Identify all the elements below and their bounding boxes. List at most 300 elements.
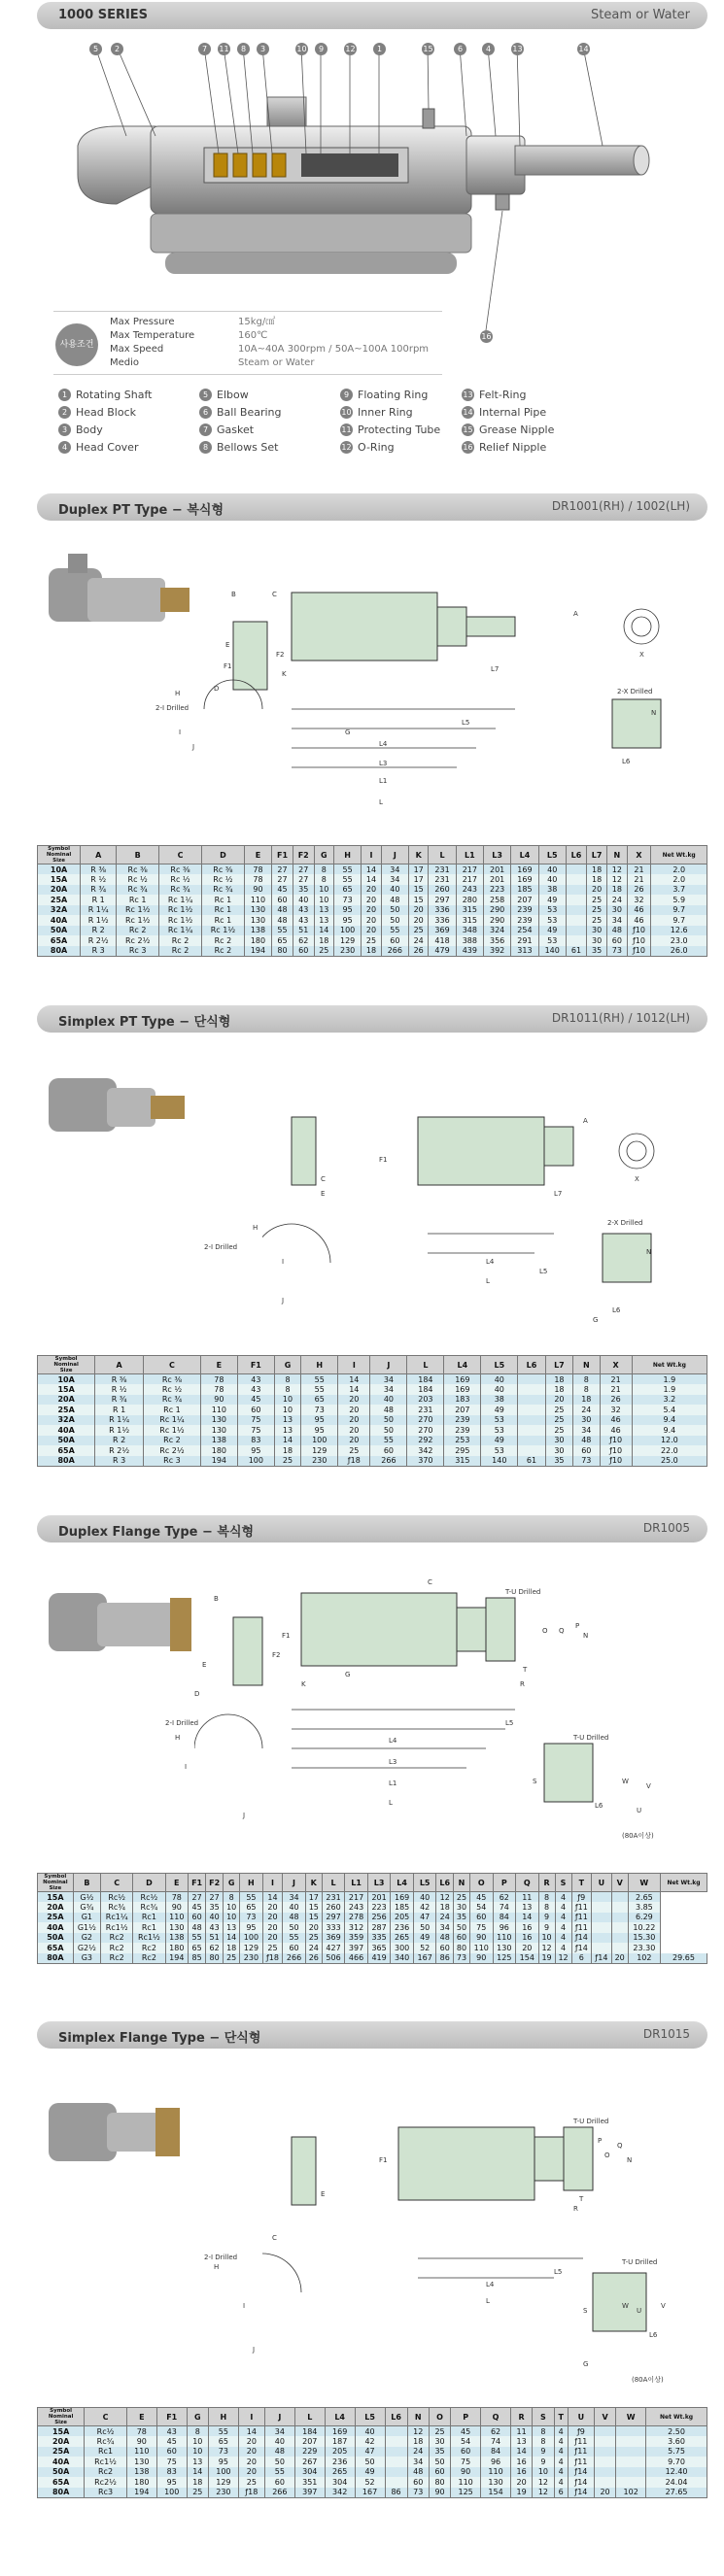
column-header: P bbox=[493, 1874, 516, 1892]
value-cell: 297 bbox=[429, 895, 456, 905]
value-cell: ƒ10 bbox=[627, 926, 651, 936]
value-cell: 180 bbox=[244, 935, 271, 946]
column-header: X bbox=[627, 846, 651, 864]
value-cell: 236 bbox=[325, 2457, 355, 2467]
value-cell: 333 bbox=[322, 1922, 345, 1933]
value-cell: 100 bbox=[333, 926, 361, 936]
value-cell: 62 bbox=[206, 1943, 224, 1953]
value-cell: R 2½ bbox=[95, 1445, 144, 1456]
value-cell: 35 bbox=[429, 2447, 450, 2457]
value-cell: 24 bbox=[573, 1405, 600, 1415]
value-cell: 43 bbox=[206, 1922, 224, 1933]
column-header: E bbox=[244, 846, 271, 864]
dim-label: D bbox=[214, 685, 220, 693]
value-cell: 90 bbox=[451, 2467, 481, 2478]
value-cell: 110 bbox=[165, 1913, 189, 1923]
value-cell: 14 bbox=[187, 2467, 208, 2478]
value-cell: 95 bbox=[240, 1922, 263, 1933]
spec-table-simplex-pt bbox=[37, 1355, 707, 1467]
table-row bbox=[38, 1902, 707, 1913]
size-cell: 50A bbox=[38, 2467, 85, 2478]
value-cell: 217 bbox=[456, 874, 483, 885]
value-cell: Rc ½ bbox=[144, 1384, 201, 1395]
value-cell: 24 bbox=[305, 1943, 322, 1953]
value-cell: 55 bbox=[272, 926, 293, 936]
value-cell: 75 bbox=[156, 2457, 187, 2467]
value-cell: 20 bbox=[338, 1405, 370, 1415]
value-cell: Rc 1 bbox=[201, 895, 244, 905]
value-cell: 27 bbox=[293, 864, 314, 875]
value-cell: 62 bbox=[493, 1892, 516, 1903]
value-cell bbox=[616, 2477, 646, 2488]
value-cell bbox=[566, 885, 586, 896]
value-cell: 419 bbox=[367, 1953, 391, 1964]
value-cell: 265 bbox=[325, 2467, 355, 2478]
value-cell: 313 bbox=[511, 946, 538, 957]
value-cell: 194 bbox=[244, 946, 271, 957]
part-number: 3 bbox=[58, 424, 71, 436]
value-cell: R ½ bbox=[81, 874, 117, 885]
value-cell: 83 bbox=[156, 2467, 187, 2478]
value-cell: 15 bbox=[408, 885, 428, 896]
value-cell: Rc 2½ bbox=[117, 935, 159, 946]
simplex-flange-dim-labels bbox=[204, 2098, 680, 2390]
value-cell: 231 bbox=[322, 1892, 345, 1903]
table-row bbox=[38, 1436, 707, 1446]
column-header: J bbox=[264, 2408, 294, 2426]
value-cell: 83 bbox=[237, 1436, 274, 1446]
value-cell: 397 bbox=[294, 2488, 325, 2498]
value-cell: 253 bbox=[444, 1436, 481, 1446]
value-cell: 60 bbox=[573, 1445, 600, 1456]
column-header: K bbox=[305, 1874, 322, 1892]
value-cell: 4 bbox=[555, 1892, 571, 1903]
value-cell: 61 bbox=[566, 946, 586, 957]
value-cell: 14 bbox=[238, 2426, 264, 2437]
column-header: P bbox=[451, 2408, 481, 2426]
value-cell: 14 bbox=[338, 1374, 370, 1385]
value-cell bbox=[566, 874, 586, 885]
value-cell: 10 bbox=[224, 1913, 240, 1923]
value-cell: 32 bbox=[627, 895, 651, 905]
value-cell: Rc ¾ bbox=[201, 885, 244, 896]
value-cell: 10 bbox=[533, 2467, 554, 2478]
column-header: U bbox=[592, 1874, 612, 1892]
size-cell: 15A bbox=[38, 1892, 74, 1903]
value-cell: 45 bbox=[451, 2426, 481, 2437]
value-cell: 55 bbox=[333, 874, 361, 885]
size-cell: 20A bbox=[38, 1395, 95, 1406]
column-header: V bbox=[611, 1874, 628, 1892]
value-cell: 34 bbox=[573, 1425, 600, 1436]
table-row bbox=[38, 1456, 707, 1467]
part-legend-item bbox=[58, 406, 136, 419]
value-cell: 19 bbox=[511, 2488, 533, 2498]
dim-label: L3 bbox=[389, 1758, 397, 1766]
table-header-row bbox=[38, 2408, 707, 2426]
table-row bbox=[38, 1395, 707, 1406]
value-cell: 100 bbox=[301, 1436, 338, 1446]
value-cell: Rc2 bbox=[101, 1933, 133, 1944]
dim-label: T-U Drilled bbox=[573, 1734, 609, 1742]
column-header: Net Wt.kg bbox=[651, 846, 707, 864]
column-header: L bbox=[407, 1356, 444, 1374]
table-row bbox=[38, 2467, 707, 2478]
value-cell: 5.4 bbox=[632, 1405, 707, 1415]
column-header: L6 bbox=[436, 1874, 454, 1892]
value-cell: R ¾ bbox=[95, 1395, 144, 1406]
callout-7: 7 bbox=[198, 43, 211, 55]
value-cell: Rc1½ bbox=[101, 1922, 133, 1933]
size-cell: 32A bbox=[38, 1415, 95, 1426]
column-header: E bbox=[126, 2408, 156, 2426]
value-cell: 10 bbox=[187, 2436, 208, 2447]
value-cell: 95 bbox=[301, 1415, 338, 1426]
value-cell: 18 bbox=[314, 935, 333, 946]
value-cell: 48 bbox=[370, 1405, 407, 1415]
column-header: L4 bbox=[444, 1356, 481, 1374]
value-cell: 13 bbox=[187, 2457, 208, 2467]
value-cell: 231 bbox=[429, 864, 456, 875]
value-cell bbox=[611, 1892, 628, 1903]
value-cell: 231 bbox=[407, 1405, 444, 1415]
column-header: Q bbox=[516, 1874, 539, 1892]
value-cell: 26 bbox=[627, 885, 651, 896]
part-legend-item bbox=[58, 389, 152, 401]
value-cell: 55 bbox=[283, 1933, 306, 1944]
value-cell: 26 bbox=[408, 946, 428, 957]
value-cell: 6 bbox=[554, 2488, 568, 2498]
value-cell: Rc2 bbox=[101, 1943, 133, 1953]
condition-value: 10A~40A 300rpm / 50A~100A 100rpm bbox=[238, 344, 430, 355]
value-cell: 1.9 bbox=[632, 1374, 707, 1385]
value-cell: 54 bbox=[451, 2436, 481, 2447]
value-cell: Rc 3 bbox=[144, 1456, 201, 1467]
value-cell: 479 bbox=[429, 946, 456, 957]
value-cell: 34 bbox=[381, 864, 408, 875]
dim-label: L6 bbox=[612, 1306, 621, 1314]
value-cell: 60 bbox=[454, 1933, 470, 1944]
value-cell: 65 bbox=[189, 1943, 206, 1953]
value-cell: Rc 1¼ bbox=[159, 926, 202, 936]
value-cell: 315 bbox=[444, 1456, 481, 1467]
dim-label: L1 bbox=[389, 1779, 397, 1787]
section-header-simplex-flange bbox=[37, 2021, 707, 2049]
value-cell: R 1½ bbox=[81, 915, 117, 926]
table-row bbox=[38, 905, 707, 916]
part-name: Body bbox=[76, 424, 103, 436]
dim-label: T bbox=[523, 1666, 528, 1674]
value-cell: 35 bbox=[545, 1456, 572, 1467]
value-cell: 13 bbox=[224, 1922, 240, 1933]
value-cell: 4 bbox=[554, 2477, 568, 2488]
value-cell: 185 bbox=[391, 1902, 414, 1913]
value-cell: 266 bbox=[264, 2488, 294, 2498]
dim-label: L6 bbox=[595, 1802, 603, 1810]
column-header: Q bbox=[481, 2408, 511, 2426]
column-header: L7 bbox=[545, 1356, 572, 1374]
value-cell: 78 bbox=[244, 864, 271, 875]
value-cell: 21 bbox=[600, 1374, 632, 1385]
dim-label: F1 bbox=[379, 1156, 388, 1164]
spec-table-duplex-flange bbox=[37, 1873, 707, 1964]
value-cell: 25 bbox=[274, 1456, 300, 1467]
value-cell: 27 bbox=[272, 864, 293, 875]
dim-label: L4 bbox=[379, 740, 388, 748]
value-cell: 207 bbox=[511, 895, 538, 905]
dim-label: L bbox=[389, 1799, 393, 1807]
value-cell: 53 bbox=[481, 1425, 518, 1436]
dim-label: U bbox=[637, 2307, 642, 2315]
value-cell: 4 bbox=[554, 2426, 568, 2437]
value-cell bbox=[385, 2426, 407, 2437]
value-cell: 230 bbox=[333, 946, 361, 957]
value-cell: 169 bbox=[325, 2426, 355, 2437]
value-cell: 280 bbox=[456, 895, 483, 905]
value-cell: Rc 1¼ bbox=[159, 895, 202, 905]
size-cell: 40A bbox=[38, 1425, 95, 1436]
column-header: G bbox=[224, 1874, 240, 1892]
dim-label: H bbox=[214, 2263, 220, 2271]
value-cell: 78 bbox=[200, 1374, 237, 1385]
section-model: DR1011(RH) / 1012(LH) bbox=[551, 1011, 690, 1025]
table-row bbox=[38, 1922, 707, 1933]
value-cell: 102 bbox=[616, 2488, 646, 2498]
value-cell: 20 bbox=[262, 1913, 283, 1923]
value-cell: 223 bbox=[483, 885, 510, 896]
value-cell: 365 bbox=[367, 1943, 391, 1953]
dim-label: K bbox=[301, 1680, 306, 1688]
value-cell bbox=[594, 2467, 615, 2478]
value-cell bbox=[611, 1943, 628, 1953]
value-cell: 20 bbox=[362, 905, 381, 916]
value-cell bbox=[566, 905, 586, 916]
column-header: N bbox=[407, 2408, 429, 2426]
column-header: H bbox=[240, 1874, 263, 1892]
value-cell: 50 bbox=[381, 915, 408, 926]
dim-label: 2-I Drilled bbox=[204, 1243, 238, 1251]
value-cell: Rc 2 bbox=[159, 946, 202, 957]
value-cell: 90 bbox=[126, 2436, 156, 2447]
dim-label: J bbox=[253, 2346, 256, 2354]
size-cell: 40A bbox=[38, 915, 81, 926]
value-cell: 20 bbox=[516, 1943, 539, 1953]
value-cell: 12 bbox=[555, 1953, 571, 1964]
value-cell: 60 bbox=[451, 2447, 481, 2457]
value-cell: 169 bbox=[444, 1384, 481, 1395]
value-cell: 60 bbox=[407, 2477, 429, 2488]
value-cell: 20 bbox=[545, 1395, 572, 1406]
dim-label: E bbox=[202, 1661, 207, 1669]
value-cell: 439 bbox=[456, 946, 483, 957]
value-cell: 42 bbox=[413, 1902, 436, 1913]
value-cell: G½ bbox=[73, 1892, 100, 1903]
value-cell: 4 bbox=[555, 1922, 571, 1933]
value-cell: 26 bbox=[305, 1953, 322, 1964]
value-cell: 49 bbox=[355, 2467, 385, 2478]
table-row bbox=[38, 1415, 707, 1426]
part-name: Grease Nipple bbox=[479, 424, 555, 436]
value-cell: 48 bbox=[272, 915, 293, 926]
dim-label: F1 bbox=[379, 2156, 388, 2164]
dim-label: 2-I Drilled bbox=[204, 2254, 238, 2261]
value-cell bbox=[518, 1415, 545, 1426]
value-cell: 392 bbox=[483, 946, 510, 957]
value-cell bbox=[594, 2426, 615, 2437]
value-cell: 187 bbox=[325, 2436, 355, 2447]
value-cell: 348 bbox=[456, 926, 483, 936]
value-cell: 34 bbox=[370, 1384, 407, 1395]
value-cell: 51 bbox=[206, 1933, 224, 1944]
value-cell: 80 bbox=[454, 1943, 470, 1953]
value-cell: ƒ14 bbox=[568, 2467, 594, 2478]
dim-label: A bbox=[583, 1117, 588, 1125]
conditions-labels bbox=[110, 316, 194, 370]
value-cell: 60 bbox=[381, 935, 408, 946]
value-cell: 140 bbox=[481, 1456, 518, 1467]
value-cell: 16 bbox=[511, 2457, 533, 2467]
value-cell: 351 bbox=[294, 2477, 325, 2488]
value-cell: 35 bbox=[454, 1913, 470, 1923]
value-cell: 25 bbox=[545, 1425, 572, 1436]
part-number: 11 bbox=[341, 425, 352, 434]
value-cell: 10 bbox=[274, 1405, 300, 1415]
value-cell: ƒ11 bbox=[571, 1922, 592, 1933]
value-cell: 184 bbox=[294, 2426, 325, 2437]
value-cell: Rc ¾ bbox=[159, 885, 202, 896]
value-cell: 207 bbox=[444, 1405, 481, 1415]
value-cell: 12.6 bbox=[651, 926, 707, 936]
value-cell: 13 bbox=[274, 1425, 300, 1436]
value-cell: 40 bbox=[283, 1902, 306, 1913]
value-cell: R 1 bbox=[81, 895, 117, 905]
value-cell: Rc2 bbox=[133, 1943, 165, 1953]
value-cell: ƒ14 bbox=[568, 2488, 594, 2498]
value-cell: 312 bbox=[345, 1922, 368, 1933]
dim-label: C bbox=[272, 2234, 277, 2242]
value-cell: 53 bbox=[538, 915, 566, 926]
value-cell: 129 bbox=[208, 2477, 238, 2488]
value-cell: 6 bbox=[571, 1953, 592, 1964]
dim-label: 2-X Drilled bbox=[607, 1219, 643, 1227]
column-header: L3 bbox=[483, 846, 510, 864]
part-number: 9 bbox=[340, 389, 353, 401]
value-cell: 315 bbox=[456, 915, 483, 926]
value-cell: 25 bbox=[429, 2426, 450, 2437]
value-cell: 25 bbox=[238, 2477, 264, 2488]
table-row bbox=[38, 2477, 707, 2488]
column-header: X bbox=[600, 1356, 632, 1374]
value-cell: 55 bbox=[189, 1933, 206, 1944]
value-cell: 292 bbox=[407, 1436, 444, 1446]
value-cell: 24.04 bbox=[646, 2477, 707, 2488]
value-cell: 6.29 bbox=[628, 1913, 660, 1923]
column-header: F1 bbox=[189, 1874, 206, 1892]
value-cell: 25 bbox=[262, 1943, 283, 1953]
value-cell: 50 bbox=[370, 1425, 407, 1436]
value-cell: 50 bbox=[283, 1922, 306, 1933]
value-cell: 52 bbox=[413, 1943, 436, 1953]
value-cell: 30 bbox=[454, 1902, 470, 1913]
table-row bbox=[38, 915, 707, 926]
dim-label: C bbox=[321, 1175, 326, 1183]
value-cell: 4 bbox=[554, 2457, 568, 2467]
value-cell: 65 bbox=[272, 935, 293, 946]
value-cell: 73 bbox=[607, 946, 627, 957]
value-cell: Rc2 bbox=[85, 2467, 127, 2478]
part-number: 2 bbox=[58, 406, 71, 419]
value-cell: 96 bbox=[493, 1922, 516, 1933]
value-cell: G2½ bbox=[73, 1943, 100, 1953]
value-cell: 506 bbox=[322, 1953, 345, 1964]
value-cell: 80 bbox=[206, 1953, 224, 1964]
value-cell: Rc ¾ bbox=[144, 1395, 201, 1406]
value-cell: R 2 bbox=[81, 926, 117, 936]
value-cell: 169 bbox=[511, 864, 538, 875]
value-cell: 53 bbox=[538, 935, 566, 946]
value-cell: 20 bbox=[594, 2488, 615, 2498]
callout-16: 16 bbox=[481, 332, 492, 341]
value-cell: 110 bbox=[469, 1943, 493, 1953]
value-cell bbox=[518, 1395, 545, 1406]
value-cell: 130 bbox=[165, 1922, 189, 1933]
value-cell: 30 bbox=[607, 905, 627, 916]
value-cell: 35 bbox=[587, 946, 607, 957]
value-cell: 20 bbox=[305, 1922, 322, 1933]
value-cell: Rc ½ bbox=[201, 874, 244, 885]
value-cell: 3.85 bbox=[628, 1902, 660, 1913]
part-legend-item bbox=[199, 406, 281, 419]
value-cell: 20 bbox=[338, 1436, 370, 1446]
value-cell: 8 bbox=[538, 1892, 555, 1903]
column-header: J bbox=[370, 1356, 407, 1374]
value-cell bbox=[616, 2436, 646, 2447]
table-row bbox=[38, 1445, 707, 1456]
value-cell: 34 bbox=[370, 1374, 407, 1385]
value-cell: ƒ9 bbox=[568, 2426, 594, 2437]
part-legend-item bbox=[199, 441, 278, 454]
value-cell: 270 bbox=[407, 1415, 444, 1426]
column-header: W bbox=[616, 2408, 646, 2426]
value-cell: 90 bbox=[429, 2488, 450, 2498]
value-cell: 25 bbox=[545, 1405, 572, 1415]
column-header: C bbox=[101, 1874, 133, 1892]
value-cell: Rc 1½ bbox=[201, 926, 244, 936]
series-title: 1000 SERIES bbox=[58, 8, 149, 22]
value-cell: 8 bbox=[573, 1374, 600, 1385]
value-cell: 140 bbox=[538, 946, 566, 957]
column-header: L5 bbox=[481, 1356, 518, 1374]
value-cell: 45 bbox=[272, 885, 293, 896]
value-cell: 295 bbox=[444, 1445, 481, 1456]
column-header: L7 bbox=[587, 846, 607, 864]
value-cell: ƒ11 bbox=[571, 1913, 592, 1923]
series-header bbox=[37, 2, 707, 29]
section-header-duplex-flange bbox=[37, 1515, 707, 1542]
value-cell: Rc 2 bbox=[201, 935, 244, 946]
value-cell: 84 bbox=[493, 1913, 516, 1923]
table-row bbox=[38, 935, 707, 946]
spec-table-duplex-pt bbox=[37, 845, 707, 957]
value-cell: 110 bbox=[451, 2477, 481, 2488]
value-cell: G1 bbox=[73, 1913, 100, 1923]
callout-1: 1 bbox=[373, 43, 386, 55]
value-cell: 388 bbox=[456, 935, 483, 946]
value-cell: 342 bbox=[325, 2488, 355, 2498]
part-legend-item bbox=[58, 424, 103, 436]
value-cell: 48 bbox=[573, 1436, 600, 1446]
simplex-pt-dim-labels bbox=[204, 1078, 671, 1340]
